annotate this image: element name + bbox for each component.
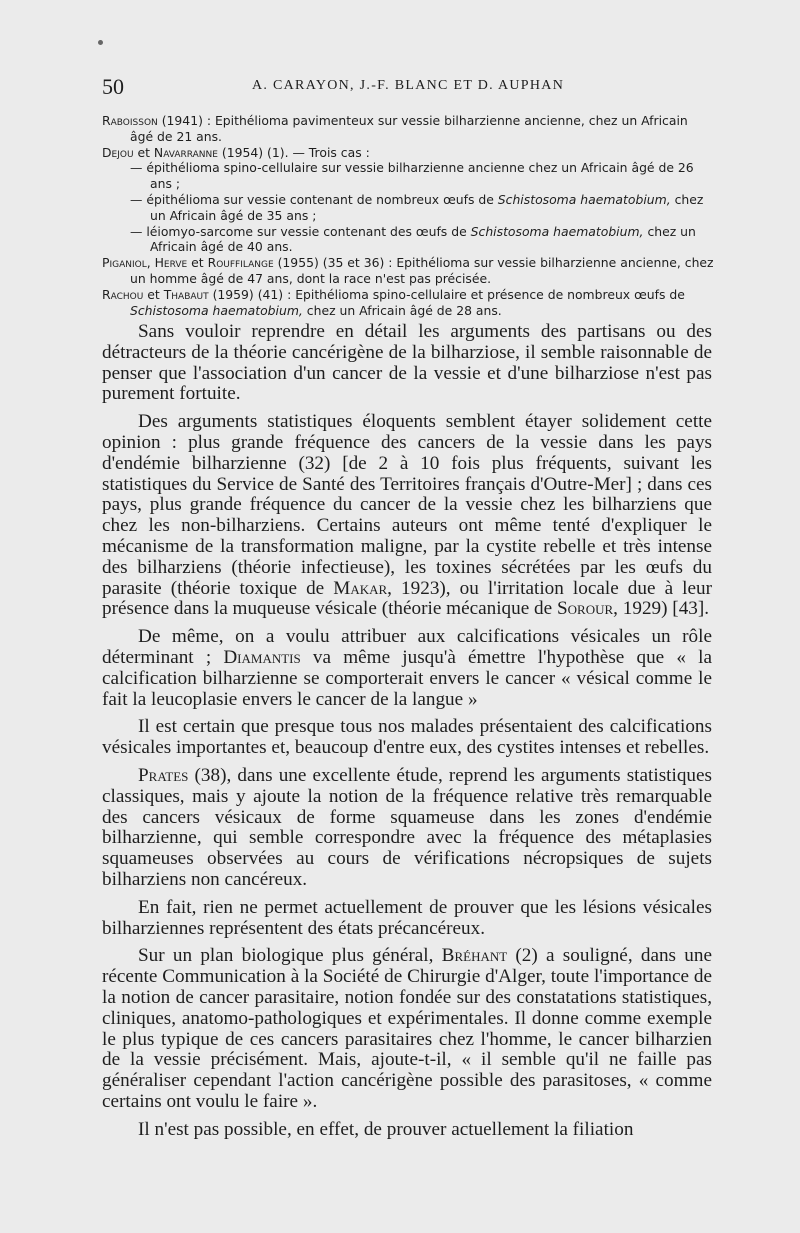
reference-text: (1954) (1). — Trois cas : [217,144,370,160]
case-item [102,192,714,224]
author-name: Thabaut [163,286,209,302]
paragraph [102,766,712,891]
paragraph-text: Des arguments statistiques éloquents semblent étayer solidement cette opinion : plus grande fréquence des cancers de la vessie dans les pays d'endémie bilharzienne (32) [de 2 à 10 fois plus fréquents, suivant les statistiques du Service de Santé des Territoires français d'Outre-Mer] ; dans ces pays, plus grande fréquence du cancer de la vessie chez les bilharziens que chez les non-bilharziens. Certains auteurs ont même tenté d'expliquer le mécanisme de la transformation maligne, par la cystite rebelle et très intense des bilharziens (théorie infectieuse), les toxines sécrétées par les œufs du parasite (théorie toxique de [102,411,712,599]
author-name: Rouffilange [207,255,274,271]
author-name: Piganiol, Herve [102,255,188,271]
species-name: Schistosoma haematobium, [470,223,644,239]
species-name: Schistosoma haematobium, [130,302,303,318]
reference-piganiol [102,255,714,287]
paragraph: Il n'est pas possible, en effet, de prouver actuellement la filiation [138,1118,634,1140]
conjunction: et [143,286,164,302]
paragraph-text: , 1929) [43]. [613,598,710,620]
paragraph [102,946,712,1112]
reference-dejou [102,145,714,161]
reference-raboisson [102,113,714,145]
reference-text: (1941) : Epithélioma pavimenteux sur vessie bilharzienne ancienne, chez un Africain âgé de 21 ans. [130,113,688,144]
running-head: A. CARAYON, J.-F. BLANC ET D. AUPHAN [252,78,565,93]
case-text: — épithélioma sur vessie contenant de nombreux œufs de [130,191,498,207]
paragraph-text: De même, on a voulu attribuer aux calcifications vésicales un rôle déterminant ; [102,626,712,668]
paragraph: En fait, rien ne permet actuellement de prouver que les lésions vésicales bilharziennes représentent des états précancéreux. [102,896,712,939]
paragraph: Sans vouloir reprendre en détail les arguments des partisans ou des détracteurs de la théorie cancérigène de la bilharziose, il semble raisonnable de penser que l'association d'un cancer de la vessie et d'une bilharziose n'est pas purement fortuite. [102,321,712,405]
reference-text: (1959) (41) : Epithélioma spino-cellulaire et présence de nombreux œufs de [208,286,685,302]
conjunction: et [133,144,154,160]
author-name: Navarranne [153,144,218,160]
author-name: Makar [333,577,388,599]
case-references [102,113,714,318]
reference-text: (1955) (35 et 36) : Epithélioma sur vessie bilharzienne ancienne, chez un homme âgé de 47 ans, dont la race n'est pas précisée. [130,255,714,286]
author-name: Prates [138,764,189,786]
case-text: chez un Africain âgé de 35 ans ; [150,191,704,223]
author-name: Raboisson [102,113,158,128]
paragraph-text: , 1923), ou l'irritation locale due à leur présence dans la muqueuse vésicale (théorie mécanique de [102,577,712,620]
reference-text: chez un Africain âgé de 28 ans. [302,302,502,318]
case-item: — épithélioma spino-cellulaire sur vessie bilharzienne ancienne chez un Africain âgé de 26 ans ; [130,160,694,192]
species-name: Schistosoma haematobium, [497,191,671,207]
case-text: chez un Africain âgé de 40 ans. [150,223,696,255]
author-name: Bréhant [441,945,508,967]
paragraph-text: Sur un plan biologique plus général, [138,945,442,967]
ink-speck [98,40,103,45]
case-text: — léiomyo-sarcome sur vessie contenant des œufs de [130,223,471,239]
paragraph-text: va même jusqu'à émettre l'hypothèse que « la calcification bilharzienne se comporterait envers le cancer « vésical comme le fait la leucoplasie envers le cancer de la langue » [102,646,712,710]
author-name: Dejou [102,144,134,160]
conjunction: et [187,255,208,271]
paragraph [102,412,712,620]
page-number: 50 [102,74,124,99]
main-text [102,322,712,1147]
author-name: Rachou [102,286,144,302]
author-name: Sorour [556,598,614,620]
reference-rachou [102,287,714,319]
paragraph [102,627,712,710]
paragraph: Il est certain que presque tous nos malades présentaient des calcifications vésicales importantes et, beaucoup d'entre eux, des cystites intenses et rebelles. [102,716,712,759]
paragraph-text: (38), dans une excellente étude, reprend les arguments statistiques classiques, mais y ajoute la notion de la fréquence relative très remarquable des cancers vésicaux de forme squameuse dans les zones d'endémie bilharzienne, qui semble correspondre avec la fréquence des métaplasies squameuses observées au cours de vérifications nécropsiques de sujets bilharziens non cancéreux. [102,764,712,890]
page-header [102,74,712,100]
paragraph-text: (2) a souligné, dans une récente Communication à la Société de Chirurgie d'Alger, toute l'importance de la notion de cancer parasitaire, notion fondée sur des constatations statistiques, cliniques, anatomo-pathologiques et expérimentales. Il donne comme exemple le plus typique de ces cancers parasitaires chez l'homme, le cancer bilharzien de la vessie précisément. Mais, ajoute-t-il, « il semble qu'il ne faille pas généraliser cependant l'action cancérigène possible des parasitoses, « comme certains ont voulu le faire ». [102,945,712,1112]
author-name: Diamantis [223,646,301,668]
case-item [102,224,714,256]
